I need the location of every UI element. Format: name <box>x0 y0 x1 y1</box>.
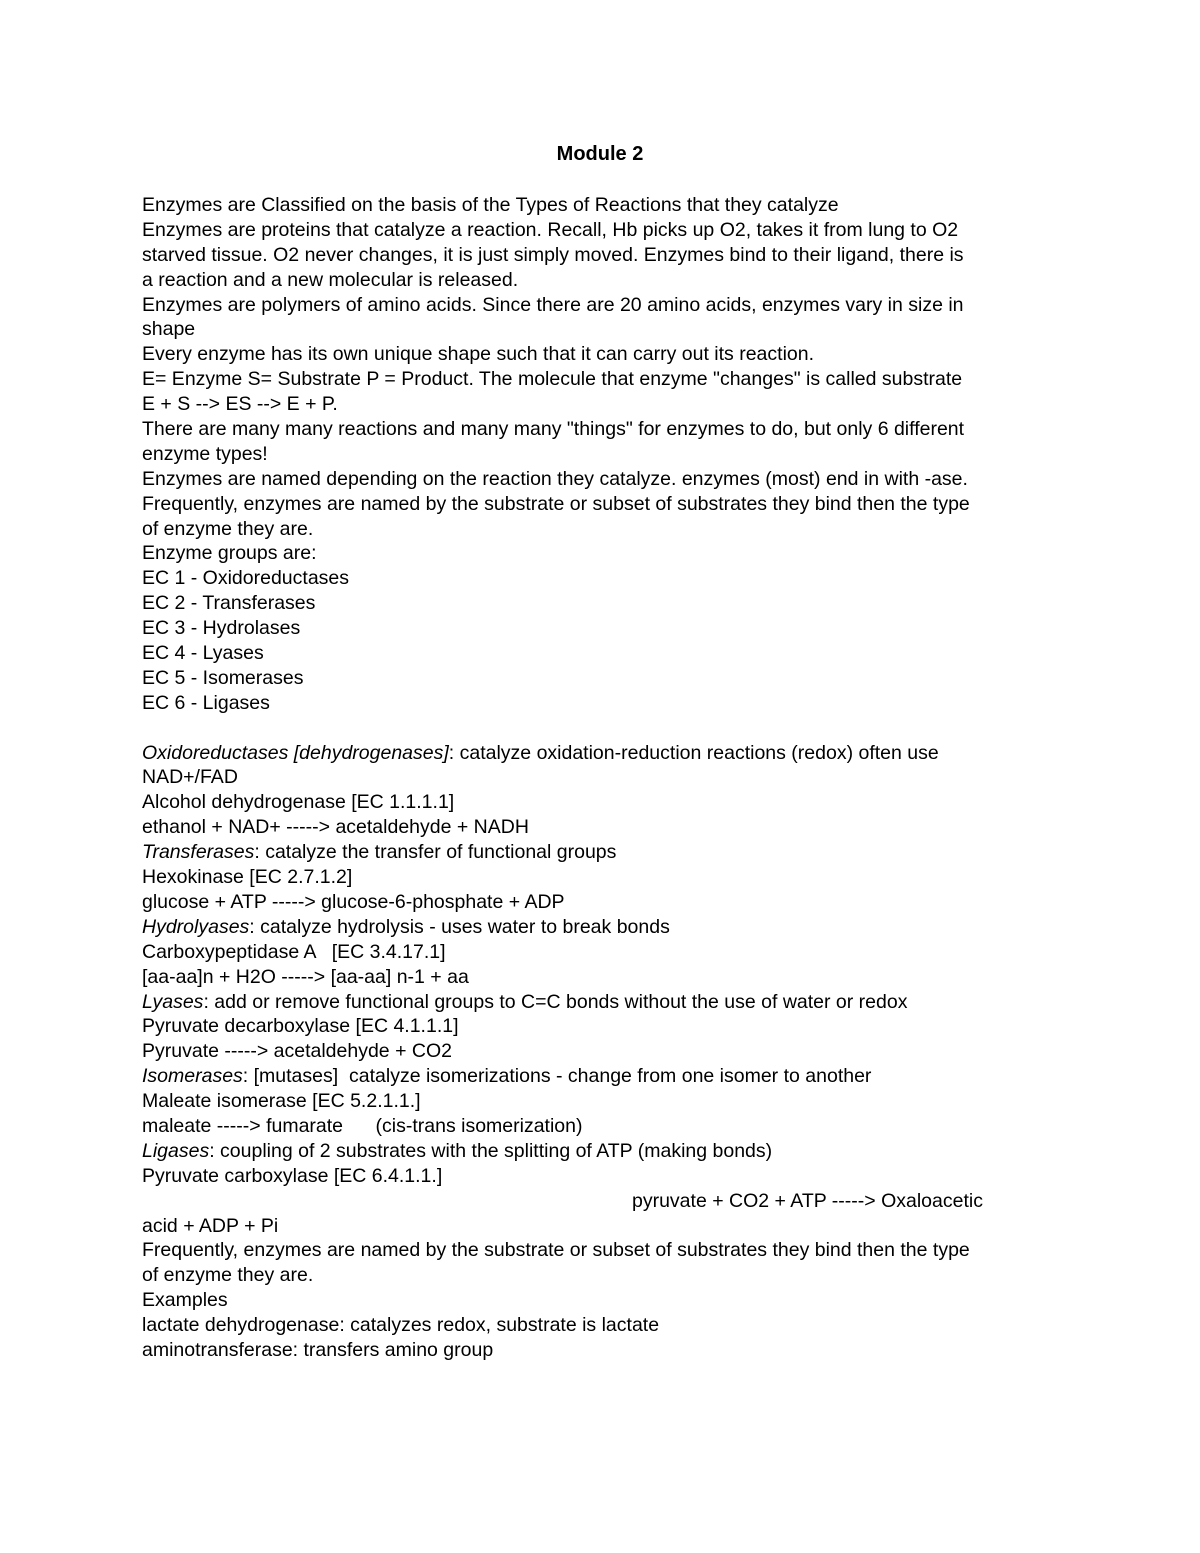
text-line: E + S --> ES --> E + P. <box>142 393 338 416</box>
text-line: shape <box>142 318 196 341</box>
text-line: Every enzyme has its own unique shape such that it can carry out its reaction. <box>142 343 815 366</box>
term-isomerases: Isomerases <box>142 1065 243 1088</box>
definition-line <box>142 1139 1072 1164</box>
example-enzyme: Alcohol dehydrogenase [EC 1.1.1.1] <box>142 791 455 814</box>
term-ligases: Ligases <box>142 1139 210 1162</box>
text-line: Enzyme groups are: <box>142 542 317 565</box>
reaction-line: ethanol + NAD+ -----> acetaldehyde + NADH <box>142 816 529 839</box>
blank-line <box>142 716 1072 741</box>
definition-text: : catalyze oxidation-reduction reactions (redox) often use <box>448 741 939 764</box>
reaction-line-continued: acid + ADP + Pi <box>142 1214 279 1237</box>
text-line: starved tissue. O2 never changes, it is just simply moved. Enzymes bind to their ligand, there is <box>142 243 964 266</box>
definition-line <box>142 990 1072 1015</box>
text-line: Enzymes are named depending on the reaction they catalyze. enzymes (most) end in with -ase. <box>142 467 968 490</box>
example-enzyme: Maleate isomerase [EC 5.2.1.1.] <box>142 1090 421 1113</box>
definition-line <box>142 1064 1072 1089</box>
reaction-line: glucose + ATP -----> glucose-6-phosphate + ADP <box>142 890 565 913</box>
text-line: enzyme types! <box>142 442 268 465</box>
text-line: a reaction and a new molecular is released. <box>142 268 519 291</box>
example-enzyme: Carboxypeptidase A [EC 3.4.17.1] <box>142 940 446 963</box>
text-line: Enzymes are proteins that catalyze a reaction. Recall, Hb picks up O2, takes it from lung to O2 <box>142 218 959 241</box>
enzyme-group-item: EC 4 - Lyases <box>142 642 264 665</box>
term-hydrolyases: Hydrolyases <box>142 915 250 938</box>
document-body <box>142 193 1072 1363</box>
reaction-line: Pyruvate -----> acetaldehyde + CO2 <box>142 1040 452 1063</box>
example-enzyme: Pyruvate decarboxylase [EC 4.1.1.1] <box>142 1015 459 1038</box>
definition-text: : [mutases] catalyze isomerizations - change from one isomer to another <box>242 1065 872 1088</box>
text-line: E= Enzyme S= Substrate P = Product. The molecule that enzyme "changes" is called substrate <box>142 368 963 391</box>
example-enzyme: Pyruvate carboxylase [EC 6.4.1.1.] <box>142 1164 443 1187</box>
example-item: lactate dehydrogenase: catalyzes redox, substrate is lactate <box>142 1314 660 1337</box>
text-line: of enzyme they are. <box>142 1264 314 1287</box>
reaction-line: pyruvate + CO2 + ATP -----> Oxaloacetic <box>632 1189 983 1212</box>
enzyme-group-item: EC 3 - Hydrolases <box>142 617 301 640</box>
term-transferases: Transferases <box>142 841 255 864</box>
text-line: Frequently, enzymes are named by the substrate or subset of substrates they bind then the type <box>142 492 970 515</box>
text-line: Enzymes are Classified on the basis of the Types of Reactions that they catalyze <box>142 194 839 216</box>
reaction-line: maleate -----> fumarate (cis-trans isomerization) <box>142 1114 583 1137</box>
enzyme-group-item: EC 6 - Ligases <box>142 691 270 714</box>
definition-line <box>142 915 1072 940</box>
enzyme-group-item: EC 5 - Isomerases <box>142 666 304 689</box>
enzyme-group-item: EC 2 - Transferases <box>142 592 316 615</box>
text-line: of enzyme they are. <box>142 517 314 540</box>
enzyme-group-item: EC 1 - Oxidoreductases <box>142 567 350 590</box>
definition-text: : coupling of 2 substrates with the splitting of ATP (making bonds) <box>209 1139 773 1162</box>
definition-text: : catalyze the transfer of functional groups <box>254 841 617 864</box>
text-line: Enzymes are polymers of amino acids. Since there are 20 amino acids, enzymes vary in size in <box>142 293 964 316</box>
page-title: Module 2 <box>556 143 644 165</box>
example-item: aminotransferase: transfers amino group <box>142 1338 494 1361</box>
text-line: There are many many reactions and many many "things" for enzymes to do, but only 6 different <box>142 418 965 441</box>
examples-heading: Examples <box>142 1289 228 1312</box>
term-lyases: Lyases <box>142 990 204 1013</box>
definition-text: : add or remove functional groups to C=C bonds without the use of water or redox <box>203 990 908 1013</box>
definition-line <box>142 840 1072 865</box>
example-enzyme: Hexokinase [EC 2.7.1.2] <box>142 866 353 889</box>
reaction-line: [aa-aa]n + H2O -----> [aa-aa] n-1 + aa <box>142 965 469 988</box>
term-oxidoreductases: Oxidoreductases [dehydrogenases] <box>142 741 449 764</box>
text-line: NAD+/FAD <box>142 766 238 789</box>
definition-line <box>142 741 1072 766</box>
definition-text: : catalyze hydrolysis - uses water to break bonds <box>249 915 670 938</box>
text-line: Frequently, enzymes are named by the substrate or subset of substrates they bind then the type <box>142 1239 970 1262</box>
